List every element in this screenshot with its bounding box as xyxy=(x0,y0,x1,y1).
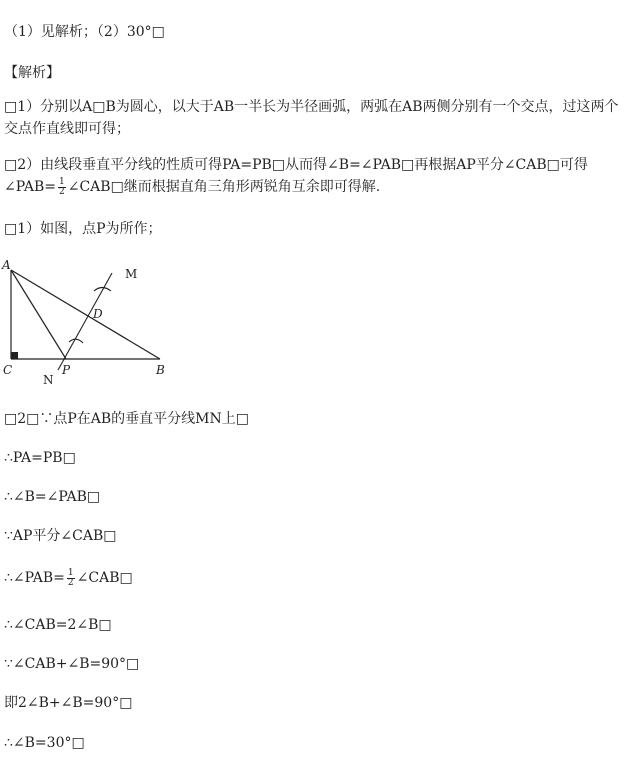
arc-mark-lower xyxy=(69,339,83,343)
step5-pre: ∴∠PAB= xyxy=(4,570,65,586)
solution-step-5 xyxy=(4,568,133,588)
analysis-p2-text-b: ∠CAB□继而根据直角三角形两锐角互余即可得解. xyxy=(67,179,381,195)
label-D: D xyxy=(93,307,103,321)
step5-fraction-denominator: 2 xyxy=(67,577,74,588)
solution-step-8: 即2∠B+∠B=90°□ xyxy=(4,695,133,711)
solution-step-6: ∴∠CAB=2∠B□ xyxy=(4,617,112,633)
side-AB xyxy=(11,270,160,359)
label-M: M xyxy=(125,267,138,281)
solution-step-9: ∴∠B=30°□ xyxy=(4,735,85,751)
analysis-paragraph-2 xyxy=(4,154,620,198)
analysis-title: 【解析】 xyxy=(4,65,60,81)
right-angle-marker xyxy=(11,352,18,359)
label-N: N xyxy=(43,373,54,387)
step5-fraction-numerator: 1 xyxy=(67,567,74,578)
solution-step-7: ∵∠CAB+∠B=90°□ xyxy=(4,656,140,672)
label-C: C xyxy=(3,363,13,377)
label-B: B xyxy=(156,363,165,377)
segment-AP xyxy=(11,270,66,359)
solution-step-4: ∵AP平分∠CAB□ xyxy=(4,528,117,544)
fraction-numerator: 1 xyxy=(59,176,65,187)
label-P: P xyxy=(62,363,71,377)
step5-fraction xyxy=(67,569,75,588)
analysis-p2-text-a: □2）由线段垂直平分线的性质可得PA=PB□从而得∠B=∠PAB□再根据AP平分∠CAB□可得∠PAB= xyxy=(4,157,588,195)
fraction-half xyxy=(58,178,66,197)
solution-step-3: ∴∠B=∠PAB□ xyxy=(4,489,101,505)
analysis-paragraph-1: □1）分别以A□B为圆心，以大于AB一半长为半径画弧，两弧在AB两侧分别有一个交点，过这两个交点作直线即可得； xyxy=(4,99,619,137)
solution-step-1: □2□∵点P在AB的垂直平分线MN上□ xyxy=(4,411,249,427)
solution-part1: □1）如图，点P为所作； xyxy=(4,221,162,237)
answer-line: （1）见解析；（2）30°□ xyxy=(4,24,165,40)
step5-post: ∠CAB□ xyxy=(76,570,133,586)
label-A: A xyxy=(2,258,11,272)
solution-step-2: ∴PA=PB□ xyxy=(4,450,76,466)
fraction-denominator: 2 xyxy=(59,186,65,197)
construction-figure xyxy=(0,258,190,388)
